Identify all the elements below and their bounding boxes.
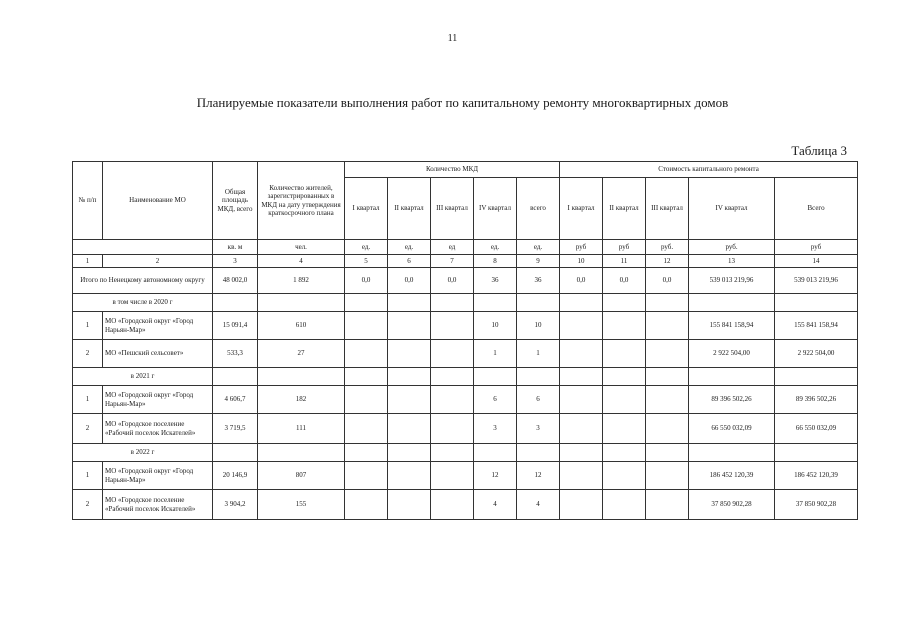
row-area: 3 719,5 — [213, 414, 258, 444]
table-row — [73, 462, 858, 490]
header-residents: Количество жителей, зарегистрированных в МКД на дату утверждения краткосрочного плана — [258, 162, 345, 240]
table-row — [73, 386, 858, 414]
row-residents: 182 — [258, 386, 345, 414]
row-cost-q4: 155 841 158,94 — [689, 312, 775, 340]
row-total: 10 — [517, 312, 560, 340]
header-cost-q4: IV квартал — [689, 178, 775, 240]
row-num: 1 — [73, 312, 103, 340]
table-row — [73, 312, 858, 340]
unit-cell: ед. — [345, 240, 388, 255]
row-residents: 111 — [258, 414, 345, 444]
unit-cell: руб — [560, 240, 603, 255]
row-mo-name: МО «Городской округ «Город Нарьян-Мар» — [103, 386, 213, 414]
year-label: в 2022 г — [73, 444, 213, 462]
unit-cell: руб. — [689, 240, 775, 255]
unit-cell: ед — [431, 240, 474, 255]
header-q4: IV квартал — [474, 178, 517, 240]
row-residents: 27 — [258, 340, 345, 368]
page-number: 11 — [447, 33, 458, 44]
row-cost-total: 186 452 120,39 — [775, 462, 858, 490]
row-cost-total: 66 550 032,09 — [775, 414, 858, 444]
table-row — [73, 490, 858, 520]
year-row-2022 — [73, 444, 858, 462]
col-number: 6 — [388, 255, 431, 268]
row-num: 2 — [73, 490, 103, 520]
row-total: 3 — [517, 414, 560, 444]
col-number: 11 — [603, 255, 646, 268]
year-label: в том числе в 2020 г — [73, 294, 213, 312]
row-q4: 1 — [474, 340, 517, 368]
header-cost-q3: III квартал — [646, 178, 689, 240]
row-q4: 3 — [474, 414, 517, 444]
row-total: 12 — [517, 462, 560, 490]
row-area: 533,3 — [213, 340, 258, 368]
row-area: 4 606,7 — [213, 386, 258, 414]
row-mo-name: МО «Городское поселение «Рабочий поселок Искателей» — [103, 414, 213, 444]
row-num: 2 — [73, 340, 103, 368]
header-cost-q2: II квартал — [603, 178, 646, 240]
capital-repair-table — [72, 161, 858, 520]
total-row — [73, 268, 858, 294]
row-total: 4 — [517, 490, 560, 520]
header-mo-name: Наименование МО — [103, 162, 213, 240]
table-row — [73, 414, 858, 444]
total-q2: 0,0 — [388, 268, 431, 294]
total-cost-q3: 0,0 — [646, 268, 689, 294]
row-cost-total: 2 922 504,00 — [775, 340, 858, 368]
unit-cell — [73, 240, 213, 255]
row-num: 1 — [73, 386, 103, 414]
total-q4: 36 — [474, 268, 517, 294]
header-q3: III квартал — [431, 178, 474, 240]
unit-cell: руб — [775, 240, 858, 255]
row-residents: 155 — [258, 490, 345, 520]
col-number: 7 — [431, 255, 474, 268]
row-mo-name: МО «Городской округ «Город Нарьян-Мар» — [103, 462, 213, 490]
column-numbers-row — [73, 255, 858, 268]
year-label: в 2021 г — [73, 368, 213, 386]
total-residents: 1 892 — [258, 268, 345, 294]
total-cost-all: 539 013 219,96 — [775, 268, 858, 294]
row-mo-name: МО «Городской округ «Город Нарьян-Мар» — [103, 312, 213, 340]
row-total: 1 — [517, 340, 560, 368]
header-cost-q1: I квартал — [560, 178, 603, 240]
document-title: Планируемые показатели выполнения работ по капитальному ремонту многоквартирных домов — [196, 95, 729, 110]
total-q3: 0,0 — [431, 268, 474, 294]
col-number: 2 — [103, 255, 213, 268]
unit-cell: ед. — [474, 240, 517, 255]
row-num: 2 — [73, 414, 103, 444]
header-q2: II квартал — [388, 178, 431, 240]
col-number: 14 — [775, 255, 858, 268]
col-number: 1 — [73, 255, 103, 268]
unit-cell: руб. — [646, 240, 689, 255]
row-cost-q4: 186 452 120,39 — [689, 462, 775, 490]
header-q1: I квартал — [345, 178, 388, 240]
col-number: 13 — [689, 255, 775, 268]
header-cost-total: Всего — [775, 178, 858, 240]
header-area: Общая площадь МКД, всего — [213, 162, 258, 240]
row-total: 6 — [517, 386, 560, 414]
row-residents: 807 — [258, 462, 345, 490]
total-cost-q4: 539 013 219,96 — [689, 268, 775, 294]
table-row — [73, 340, 858, 368]
row-q4: 10 — [474, 312, 517, 340]
row-cost-total: 37 850 902,28 — [775, 490, 858, 520]
header-num: № п/п — [73, 162, 103, 240]
header-cost-group: Стоимость капитального ремонта — [560, 162, 858, 178]
header-mkd-group: Количество МКД — [345, 162, 560, 178]
header-row-1 — [73, 162, 858, 178]
header-total: всего — [517, 178, 560, 240]
total-cost-q1: 0,0 — [560, 268, 603, 294]
row-q4: 4 — [474, 490, 517, 520]
col-number: 8 — [474, 255, 517, 268]
row-area: 3 904,2 — [213, 490, 258, 520]
row-cost-q4: 66 550 032,09 — [689, 414, 775, 444]
row-cost-q4: 37 850 902,28 — [689, 490, 775, 520]
units-row — [73, 240, 858, 255]
row-cost-q4: 2 922 504,00 — [689, 340, 775, 368]
row-mo-name: МО «Пешский сельсовет» — [103, 340, 213, 368]
row-mo-name: МО «Городское поселение «Рабочий поселок Искателей» — [103, 490, 213, 520]
row-num: 1 — [73, 462, 103, 490]
row-q4: 12 — [474, 462, 517, 490]
year-row-2021 — [73, 368, 858, 386]
unit-cell: руб — [603, 240, 646, 255]
col-number: 9 — [517, 255, 560, 268]
row-cost-q4: 89 396 502,26 — [689, 386, 775, 414]
unit-cell: ед. — [388, 240, 431, 255]
col-number: 12 — [646, 255, 689, 268]
unit-cell: чел. — [258, 240, 345, 255]
total-all: 36 — [517, 268, 560, 294]
total-q1: 0,0 — [345, 268, 388, 294]
year-row-2020 — [73, 294, 858, 312]
col-number: 5 — [345, 255, 388, 268]
total-area: 48 002,0 — [213, 268, 258, 294]
row-q4: 6 — [474, 386, 517, 414]
unit-cell: кв. м — [213, 240, 258, 255]
table-label: Таблица 3 — [791, 143, 847, 158]
col-number: 10 — [560, 255, 603, 268]
row-residents: 610 — [258, 312, 345, 340]
col-number: 4 — [258, 255, 345, 268]
unit-cell: ед. — [517, 240, 560, 255]
row-cost-total: 155 841 158,94 — [775, 312, 858, 340]
col-number: 3 — [213, 255, 258, 268]
row-area: 20 146,9 — [213, 462, 258, 490]
total-cost-q2: 0,0 — [603, 268, 646, 294]
row-area: 15 091,4 — [213, 312, 258, 340]
total-name: Итого по Ненецкому автономному округу — [73, 268, 213, 294]
row-cost-total: 89 396 502,26 — [775, 386, 858, 414]
